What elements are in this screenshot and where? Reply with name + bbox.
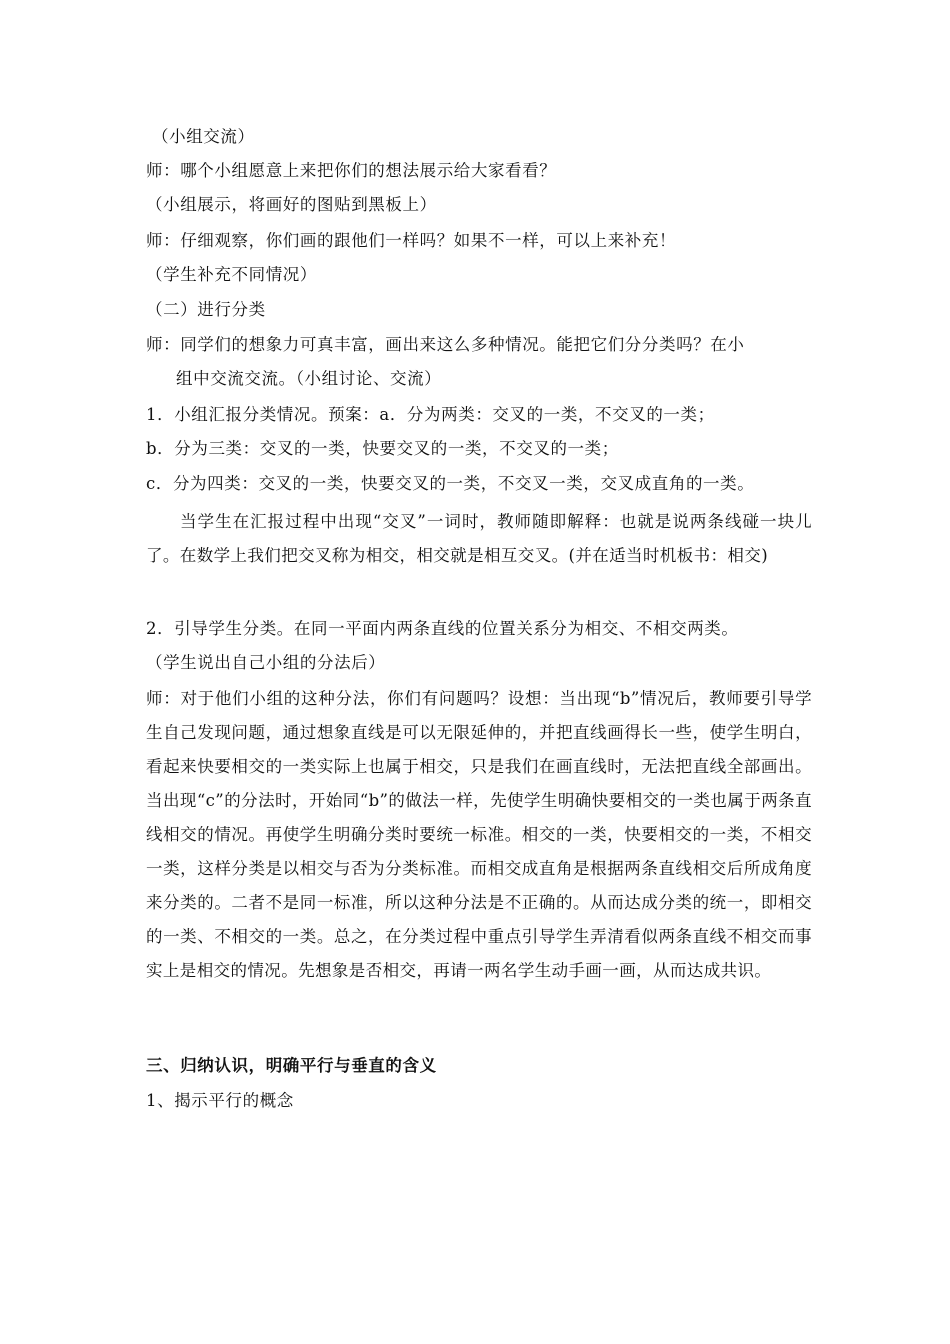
text-line-report-a: 1．小组汇报分类情况。预案：a．分为两类：交叉的一类，不交叉的一类；	[146, 405, 715, 424]
text-line-group-show: （小组展示，将画好的图贴到黑板上）	[146, 195, 437, 214]
text-line-group-discussion: （小组交流）	[152, 127, 255, 146]
text-line-teacher-invite: 师：哪个小组愿意上来把你们的想法展示给大家看看？	[146, 161, 557, 180]
text-line-teacher-praise: 师：同学们的想象力可真丰富，画出来这么多种情况。能把它们分分类吗？在小	[146, 335, 745, 354]
subheading-parallel-concept: 1、揭示平行的概念	[146, 1091, 294, 1110]
text-line-report-b: b．分为三类：交叉的一类，快要交叉的一类，不交叉的一类；	[146, 439, 619, 458]
section-heading-parallel-perpendicular: 三、归纳认识，明确平行与垂直的含义	[146, 1056, 437, 1075]
text-line-teacher-observe: 师：仔细观察，你们画的跟他们一样吗？如果不一样，可以上来补充！	[146, 231, 677, 250]
paragraph-teacher-guidance: 师：对于他们小组的这种分法，你们有问题吗？设想：当出现“b”情况后，教师要引导学生自己发现问题，通过想象直线是可以无限延伸的，并把直线画得长一些，使学生明白，看起来快要相交的一类实际上也属于相交，只是我们在画直线时，无法把直线全部画出。当出现“c”的分法时，开始同“b”的做法一样，先使学生明确快要相交的一类也属于两条直线相交的情况。再使学生明确分类时要统一标准。相交的一类，快要相交的一类，不相交一类，这样分类是以相交与否为分类标准。而相交成直角是根据两条直线相交后所成角度来分类的。二者不是同一标准，所以这种分法是不正确的。从而达成分类的统一，即相交的一类、不相交的一类。总之，在分类过程中重点引导学生弄清看似两条直线不相交而事实上是相交的情况。先想象是否相交，再请一两名学生动手画一画，从而达成共识。	[146, 689, 812, 980]
section-title-classify: （二）进行分类	[146, 300, 266, 319]
text-line-guide-classify: 2．引导学生分类。在同一平面内两条直线的位置关系分为相交、不相交两类。	[146, 619, 739, 638]
text-line-student-method: （学生说出自己小组的分法后）	[146, 653, 386, 672]
text-line-teacher-praise-cont: 组中交流交流。（小组讨论、交流）	[176, 369, 442, 388]
paragraph-intersect-explain: 当学生在汇报过程中出现“交叉”一词时，教师随即解释：也就是说两条线碰一块儿了。在数学上我们把交叉称为相交，相交就是相互交叉。(并在适当时机板书：相交)	[146, 512, 812, 565]
text-line-report-c: c．分为四类：交叉的一类，快要交叉的一类，不交叉一类，交叉成直角的一类。	[146, 474, 755, 493]
text-line-student-supplement: （学生补充不同情况）	[146, 265, 317, 284]
